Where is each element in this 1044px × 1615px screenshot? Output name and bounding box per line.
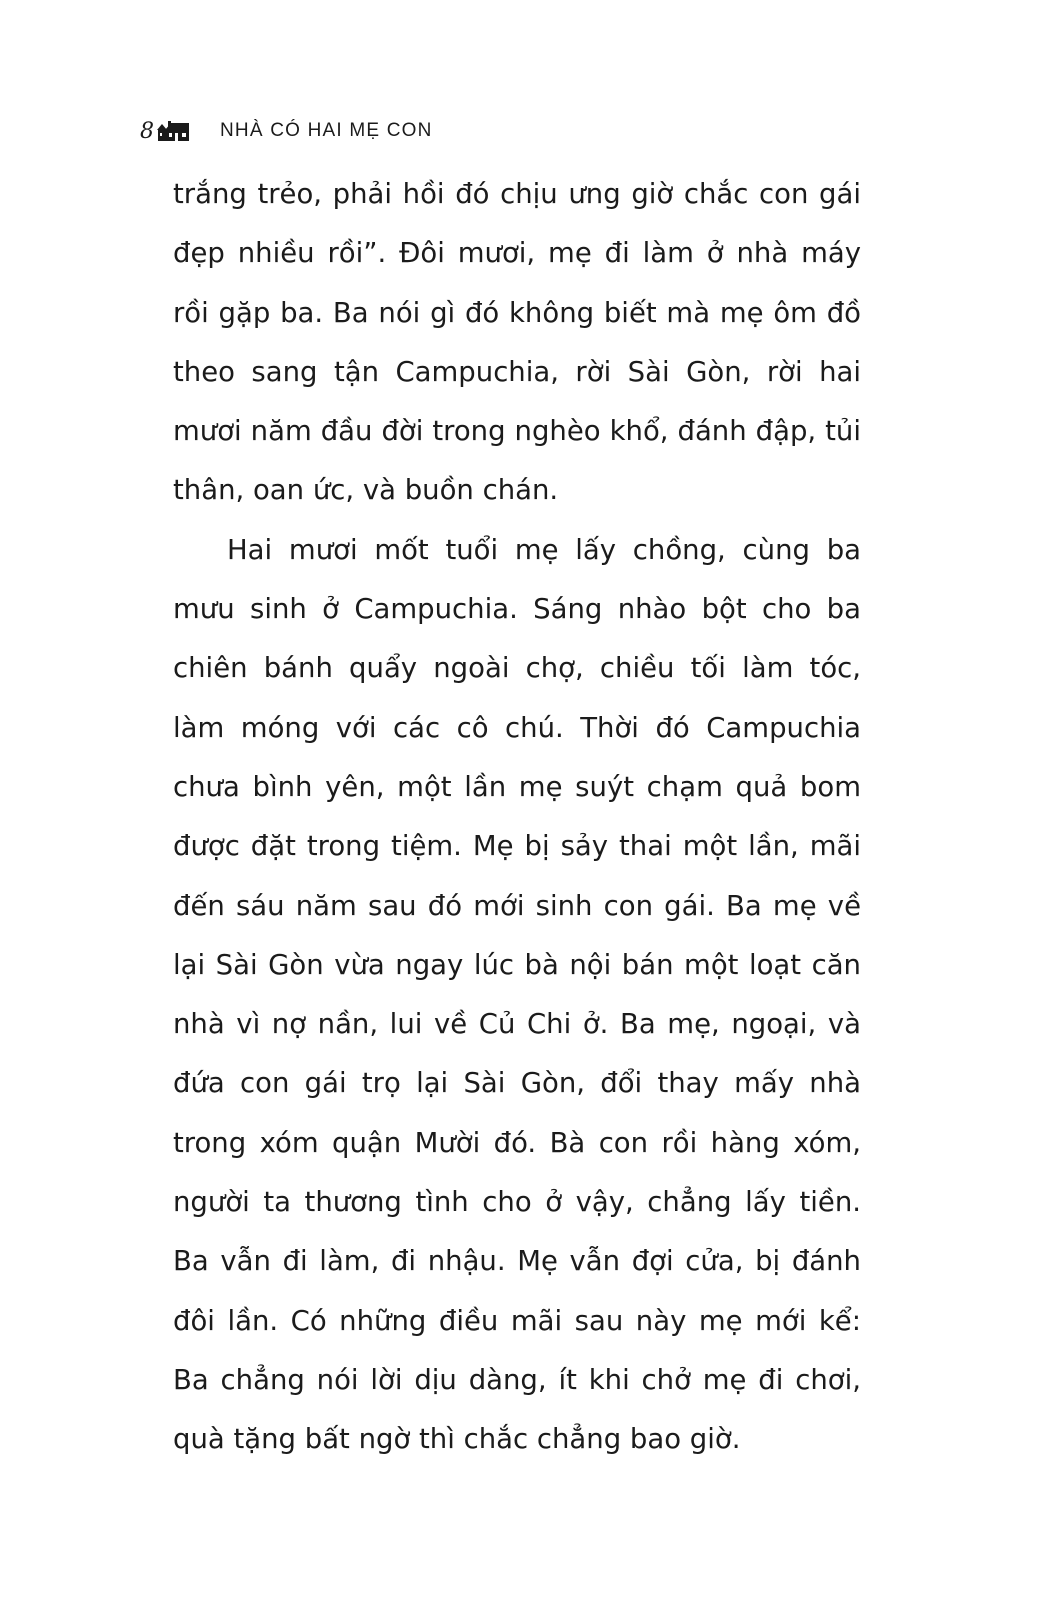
running-header bbox=[140, 116, 433, 146]
paragraph-continued: trắng trẻo, phải hồi đó chịu ưng giờ chắc con gái đẹp nhiều rồi”. Đôi mươi, mẹ đi làm ở nhà máy rồi gặp ba. Ba nói gì đó không biết mà mẹ ôm đồ theo sang tận Campuchia, rời Sài Gòn, rời hai mươi năm đầu đời trong nghèo khổ, đánh đập, tủi thân, oan ức, và buồn chán. bbox=[173, 178, 861, 507]
book-title: NHÀ CÓ HAI MẸ CON bbox=[220, 120, 433, 141]
house-icon bbox=[156, 120, 190, 142]
body-text bbox=[173, 165, 861, 1470]
page-number: 8 bbox=[140, 118, 154, 144]
paragraph: Hai mươi mốt tuổi mẹ lấy chồng, cùng ba mưu sinh ở Campuchia. Sáng nhào bột cho ba chiên bánh quẩy ngoài chợ, chiều tối làm tóc, làm móng với các cô chú. Thời đó Campuchia chưa bình yên, một lần mẹ suýt chạm quả bom được đặt trong tiệm. Mẹ bị sảy thai một lần, mãi đến sáu năm sau đó mới sinh con gái. Ba mẹ về lại Sài Gòn vừa ngay lúc bà nội bán một loạt căn nhà vì nợ nần, lui về Củ Chi ở. Ba mẹ, ngoại, và đứa con gái trọ lại Sài Gòn, đổi thay mấy nhà trong xóm quận Mười đó. Bà con rồi hàng xóm, người ta thương tình cho ở vậy, chẳng lấy tiền. Ba vẫn đi làm, đi nhậu. Mẹ vẫn đợi cửa, bị đánh đôi lần. Có những điều mãi sau này mẹ mới kể: Ba chẳng nói lời dịu dàng, ít khi chở mẹ đi chơi, quà tặng bất ngờ thì chắc chẳng bao giờ. bbox=[173, 533, 861, 1456]
